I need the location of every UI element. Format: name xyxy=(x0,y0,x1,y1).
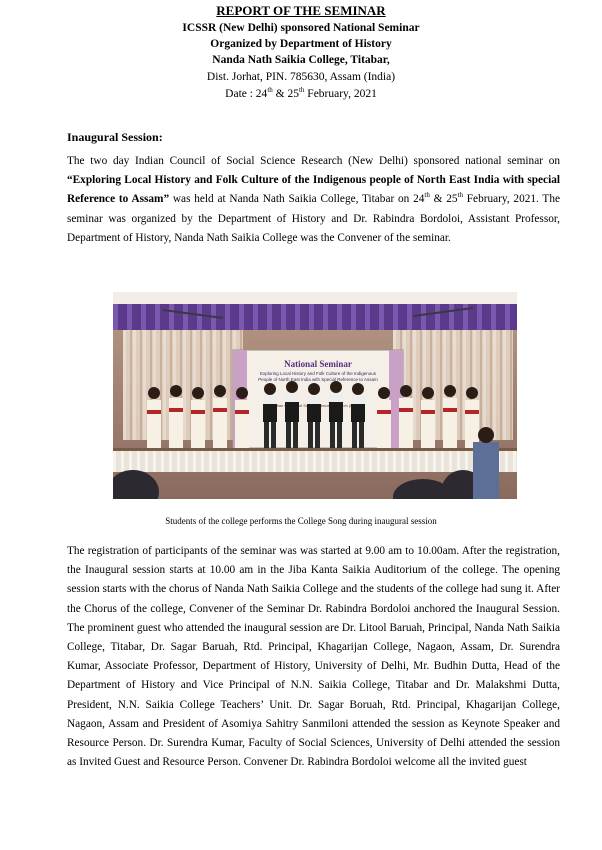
date-suffix: February, 2021 xyxy=(304,88,377,100)
date-sup-2: th xyxy=(298,86,305,95)
intro-paragraph xyxy=(67,152,560,248)
seminar-photo xyxy=(113,292,517,499)
header-line-organizer: Organized by Department of History xyxy=(210,38,392,50)
date-prefix: Date : 24 xyxy=(225,88,268,100)
seminar-title: “Exploring Local History and Folk Culture of the Indigenous people of North East India with special Reference to Assam” xyxy=(67,174,560,206)
banner-title: National Seminar xyxy=(284,359,352,369)
photo-caption: Students of the college performs the College Song during inaugural session xyxy=(165,516,437,526)
header-line-college: Nanda Nath Saikia College, Titabar, xyxy=(212,54,390,66)
header-line-address: Dist. Jorhat, PIN. 785630, Assam (India) xyxy=(206,71,396,83)
body-paragraph xyxy=(67,542,560,772)
date-sup-1: th xyxy=(267,86,273,95)
banner-subtitle: Exploring Local History and Folk Culture of the Indigenous People of North East India with Special Reference to Assam xyxy=(258,371,378,382)
banner-org: Indian of Science xyxy=(272,403,330,408)
date-mid: & 25 xyxy=(272,88,299,100)
intro-part-2: was held at Nanda Nath Saikia College, Titabar on 24 xyxy=(169,193,425,206)
header-line-sponsor: ICSSR (New Delhi) sponsored National Seminar xyxy=(182,22,420,34)
body-text: The registration of participants of the seminar was was started at 9.00 am to 10.00am. After the registration, the Inaugural session starts at 10.00 am in the Jiba Kanta Saikia Auditorium of the college. The opening session starts with the chorus of Nanda Nath Saikia College and the students of the college had sung it. After the Chorus of the college, Convener of the Seminar Dr. Rabindra Bordoloi anchored the Inaugural Session. The prominent guest who attended the inaugural session are Dr. Litool Baruah, Principal, Nanda Nath Saikia College, Titabar, Dr. Sagar Baruah, Rtd. Principal, Khagarijan College, Nagaon, Assam, Dr. Surendra Kumar, Associate Professor, Department of History, University of Delhi, Mr. Budhin Dutta, Head of the Department of History and Vice Principal of N.N. Saikia College, Titabar and Dr. Malakshmi Dutta, President, N.N. Saikia College Teachers’ Unit. Dr. Sagar Boruah, Rtd. Principal, Khagarijan College, Nagaon, Assam and President of Asomiya Sahitry Sanmiloni attended the session as Keynote Speaker and Resource Person. Dr. Surendra Kumar, Faculty of Social Sciences, University of Delhi attended the session as Invited Guest and Resource Person. Convener Dr. Rabindra Bordoloi welcome all the invited guest xyxy=(67,545,560,769)
section-heading: Inaugural Session: xyxy=(67,130,163,144)
intro-sup-2: th xyxy=(457,191,463,200)
intro-part-1: The two day Indian Council of Social Science Research (New Delhi) sponsored national seminar on xyxy=(67,155,560,167)
intro-part-3: & 25 xyxy=(429,193,458,206)
intro-part-4: February, 2021. The seminar was organized by the Department of History and Dr. Rabindra Bordoloi, Assistant Professor, Department of History, Nanda Nath Saikia College was the Convener of the seminar. xyxy=(67,193,560,244)
header-date xyxy=(0,87,602,101)
intro-sup-1: th xyxy=(424,191,430,200)
report-title: REPORT OF THE SEMINAR xyxy=(216,3,386,18)
performers xyxy=(147,381,479,452)
